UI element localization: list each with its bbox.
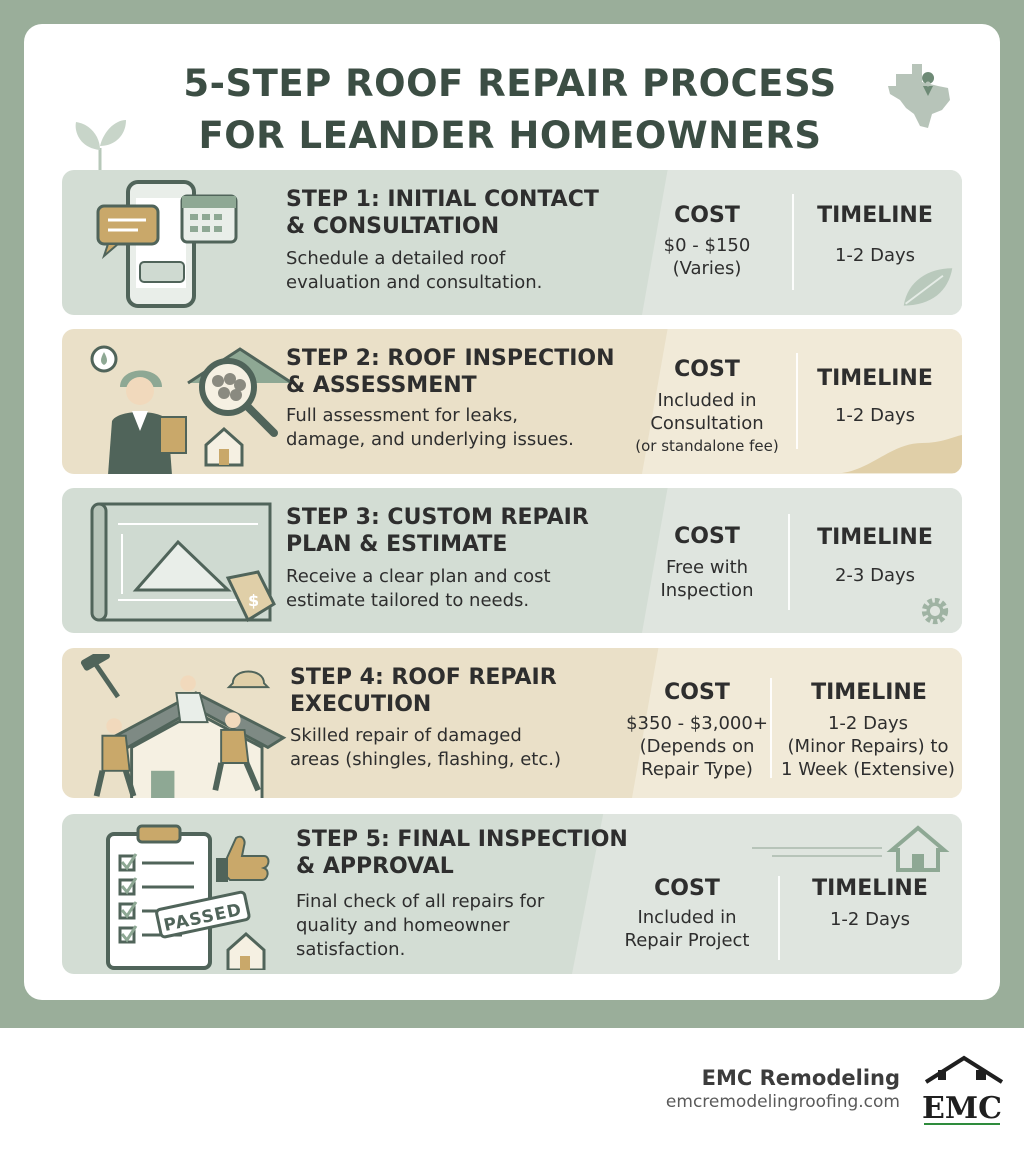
step-2-desc-line-2: damage, and underlying issues. — [286, 429, 574, 450]
step-1-timeline-line-1: 1-2 Days — [834, 245, 916, 266]
emc-logo — [920, 1052, 1004, 1128]
title-line-2: FOR LEANDER HOMEOWNERS — [198, 114, 822, 157]
step-3-card — [62, 488, 962, 633]
step-5-cost-line-2: Repair Project — [624, 930, 750, 951]
svg-text:$: $ — [248, 591, 260, 610]
step-3-cost-line-2: Inspection — [660, 580, 754, 601]
step-3-desc-line-2: estimate tailored to needs. — [286, 590, 530, 611]
leaf-decoration-icon — [70, 108, 130, 178]
step-5-desc-line-1: Final check of all repairs for — [296, 891, 545, 912]
step-3-timeline-value — [800, 564, 950, 587]
step-4-cost-line-3: Repair Type) — [641, 759, 753, 780]
step-2-timeline-line-1: 1-2 Days — [834, 405, 916, 426]
texas-map-icon — [882, 56, 962, 136]
step-5-description — [296, 890, 544, 962]
step-1-title-line-1: STEP 1: INITIAL CONTACT — [286, 187, 599, 212]
step-4-description — [290, 724, 561, 772]
step-5-card — [62, 814, 962, 974]
step-3-timeline-label: TIMELINE — [817, 525, 933, 550]
step-5-desc-line-3: satisfaction. — [296, 939, 406, 960]
step-4-timeline-line-1: 1-2 Days — [827, 713, 909, 734]
step-1-timeline-label: TIMELINE — [817, 203, 933, 228]
step-4-timeline-line-3: 1 Week (Extensive) — [781, 759, 955, 780]
svg-text:EMC: EMC — [922, 1091, 1002, 1126]
step-4-cost-line-1: $350 - $3,000+ — [626, 713, 768, 734]
house-icon — [752, 822, 952, 872]
step-1-desc-line-2: evaluation and consultation. — [286, 272, 543, 293]
step-2-timeline-label: TIMELINE — [817, 366, 933, 391]
blueprint-price-tag-icon — [78, 494, 298, 633]
step-2-title-line-2: & ASSESSMENT — [286, 373, 477, 398]
step-2-description — [286, 404, 574, 452]
step-4-divider — [770, 678, 772, 778]
step-2-divider — [796, 353, 798, 449]
step-4-title-line-2: EXECUTION — [290, 692, 432, 717]
step-1-desc-line-1: Schedule a detailed roof — [286, 248, 506, 269]
hill-decoration-icon — [842, 433, 962, 473]
step-2-cost-label: COST — [674, 357, 740, 382]
step-5-cost-line-1: Included in — [637, 907, 737, 928]
step-5-timeline-line-1: 1-2 Days — [829, 909, 911, 930]
step-1-title — [286, 186, 599, 240]
inspector-magnifier-icon — [78, 335, 298, 474]
step-2-cost-value — [622, 389, 792, 458]
step-3-title-line-2: PLAN & ESTIMATE — [286, 532, 508, 557]
passed-stamp: PASSED — [162, 899, 244, 937]
step-1-cost-line-1: $0 - $150 — [663, 235, 751, 256]
step-1-cost-label: COST — [674, 203, 740, 228]
step-2-card — [62, 329, 962, 474]
step-5-timeline-label: TIMELINE — [812, 876, 928, 901]
step-5-desc-line-2: quality and homeowner — [296, 915, 510, 936]
step-4-desc-line-2: areas (shingles, flashing, etc.) — [290, 749, 561, 770]
phone-calendar-icon — [78, 176, 298, 315]
step-5-timeline-value — [790, 908, 950, 931]
step-4-cost-line-2: (Depends on — [639, 736, 755, 757]
step-4-cost-value — [602, 712, 792, 781]
step-4-title-line-1: STEP 4: ROOF REPAIR — [290, 665, 557, 690]
gear-icon — [918, 594, 952, 628]
roofers-hammer-icon — [72, 654, 308, 798]
step-2-timeline-value — [800, 404, 950, 427]
step-3-desc-line-1: Receive a clear plan and cost — [286, 566, 551, 587]
step-3-title — [286, 504, 589, 558]
step-1-cost-line-2: (Varies) — [672, 258, 742, 279]
step-3-description — [286, 565, 551, 613]
leaf-icon — [900, 262, 956, 310]
step-5-title-line-2: & APPROVAL — [296, 854, 454, 879]
step-1-title-line-2: & CONSULTATION — [286, 214, 500, 239]
step-2-cost-line-1: Included in — [657, 390, 757, 411]
step-4-desc-line-1: Skilled repair of damaged — [290, 725, 522, 746]
step-4-cost-label: COST — [664, 680, 730, 705]
step-3-cost-line-1: Free with — [665, 557, 749, 578]
step-3-cost-label: COST — [674, 524, 740, 549]
step-4-timeline-value — [774, 712, 962, 781]
step-3-divider — [788, 514, 790, 610]
step-1-divider — [792, 194, 794, 290]
step-3-cost-value — [637, 556, 777, 602]
step-1-description — [286, 247, 542, 295]
step-2-cost-line-3: (or standalone fee) — [635, 437, 779, 455]
step-2-desc-line-1: Full assessment for leaks, — [286, 405, 519, 426]
step-3-title-line-1: STEP 3: CUSTOM REPAIR — [286, 505, 589, 530]
step-2-title-line-1: STEP 2: ROOF INSPECTION — [286, 346, 615, 371]
step-1-card — [62, 170, 962, 315]
step-5-title — [296, 826, 628, 880]
step-4-title — [290, 664, 557, 718]
step-4-timeline-line-2: (Minor Repairs) to — [787, 736, 949, 757]
step-2-cost-line-2: Consultation — [650, 413, 764, 434]
step-1-cost-value — [637, 234, 777, 280]
title-line-1: 5-STEP ROOF REPAIR PROCESS — [183, 62, 837, 105]
step-5-cost-value — [607, 906, 767, 952]
company-name: EMC Remodeling — [701, 1066, 900, 1090]
page-title — [120, 58, 900, 162]
company-url[interactable]: emcremodelingroofing.com — [665, 1092, 900, 1112]
step-3-timeline-line-1: 2-3 Days — [834, 565, 916, 586]
step-5-title-line-1: STEP 5: FINAL INSPECTION — [296, 827, 628, 852]
step-2-title — [286, 345, 615, 399]
step-4-timeline-label: TIMELINE — [811, 680, 927, 705]
step-5-divider — [778, 876, 780, 960]
checklist-passed-icon — [78, 820, 298, 970]
step-5-cost-label: COST — [654, 876, 720, 901]
step-4-card — [62, 648, 962, 798]
